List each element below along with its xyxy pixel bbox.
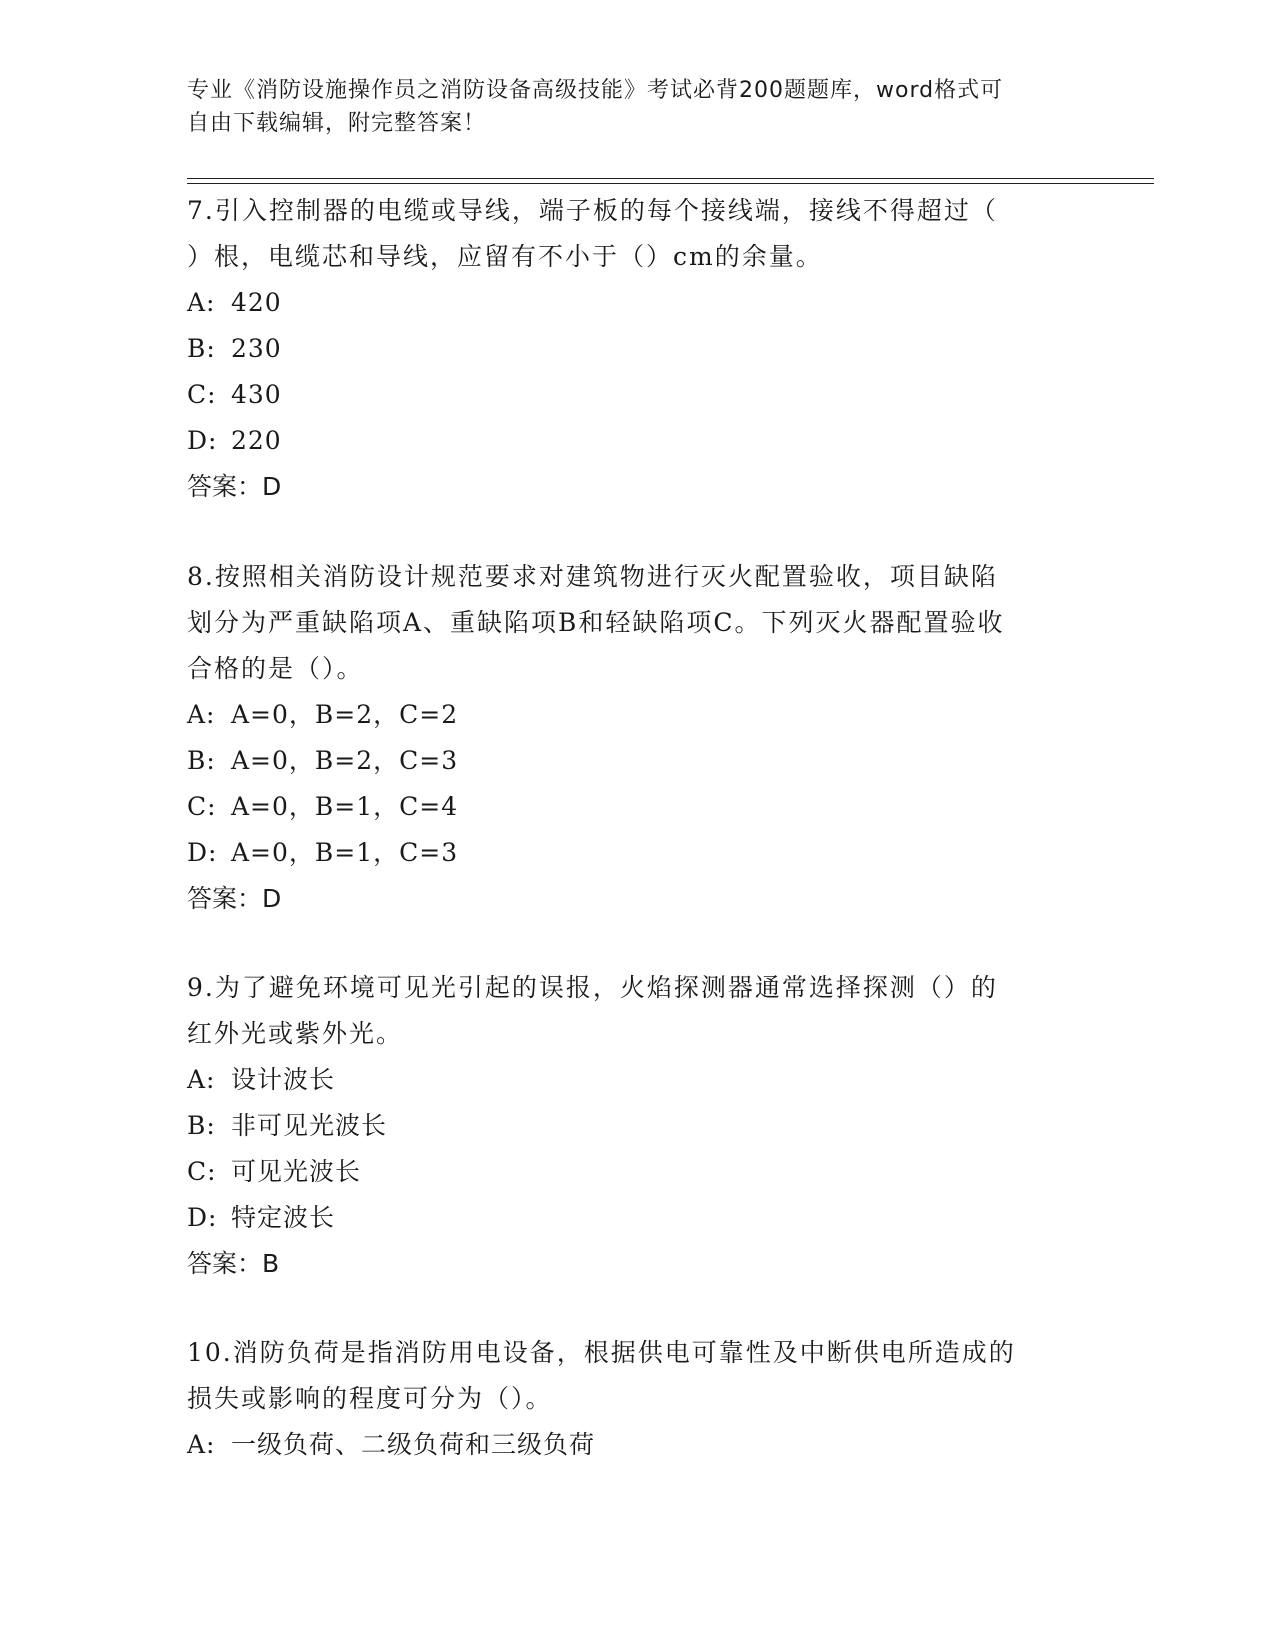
option-b bbox=[187, 738, 1087, 784]
question-stem-line: ）根，电缆芯和导线，应留有不小于（）cm的余量。 bbox=[187, 242, 823, 271]
question-8 bbox=[187, 554, 1087, 922]
option-text: 非可见光波长 bbox=[231, 1111, 388, 1140]
option-a bbox=[187, 692, 1087, 738]
answer-line: 答案：D bbox=[187, 472, 282, 501]
option-text: 420 bbox=[231, 288, 282, 317]
option-label: D: bbox=[187, 838, 218, 867]
option-text: 一级负荷、二级负荷和三级负荷 bbox=[231, 1430, 596, 1459]
option-label: A: bbox=[187, 288, 216, 317]
header-rule-top bbox=[187, 178, 1154, 179]
question-stem-line: 损失或影响的程度可分为（）。 bbox=[187, 1384, 553, 1413]
question-stem-line: 红外光或紫外光。 bbox=[187, 1019, 404, 1048]
option-label: B: bbox=[187, 334, 216, 363]
option-a bbox=[187, 1057, 1087, 1103]
option-text: 220 bbox=[231, 426, 282, 455]
option-b bbox=[187, 326, 1087, 372]
option-b bbox=[187, 1103, 1087, 1149]
option-label: A: bbox=[187, 1065, 216, 1094]
answer-line: 答案：D bbox=[187, 884, 282, 913]
question-stem-line: 10.消防负荷是指消防用电设备，根据供电可靠性及中断供电所造成的 bbox=[187, 1338, 1016, 1367]
answer-line: 答案：B bbox=[187, 1249, 280, 1278]
question-stem-line: 8.按照相关消防设计规范要求对建筑物进行灭火配置验收，项目缺陷 bbox=[187, 562, 998, 591]
option-text: A=0，B=1，C=4 bbox=[231, 792, 459, 821]
option-label: D: bbox=[187, 1203, 218, 1232]
option-d bbox=[187, 830, 1087, 876]
option-d bbox=[187, 418, 1087, 464]
option-text: A=0，B=2，C=2 bbox=[231, 700, 459, 729]
option-a bbox=[187, 1422, 1087, 1468]
option-label: A: bbox=[187, 700, 216, 729]
option-c bbox=[187, 1149, 1087, 1195]
option-d bbox=[187, 1195, 1087, 1241]
option-label: B: bbox=[187, 746, 216, 775]
question-stem-line: 合格的是（）。 bbox=[187, 654, 364, 683]
option-label: C: bbox=[187, 380, 217, 409]
option-text: 430 bbox=[231, 380, 282, 409]
document-header bbox=[187, 74, 1087, 140]
header-rule-bottom bbox=[187, 183, 1154, 184]
question-7 bbox=[187, 188, 1087, 510]
option-a bbox=[187, 280, 1087, 326]
option-text: A=0，B=1，C=3 bbox=[231, 838, 459, 867]
question-9 bbox=[187, 965, 1087, 1287]
option-label: D: bbox=[187, 426, 218, 455]
option-text: 特定波长 bbox=[231, 1203, 336, 1232]
header-line-2: 自由下载编辑，附完整答案！ bbox=[187, 111, 487, 136]
header-line-1: 专业《消防设施操作员之消防设备高级技能》考试必背200题题库，word格式可 bbox=[187, 78, 1004, 103]
option-text: A=0，B=2，C=3 bbox=[231, 746, 459, 775]
option-label: C: bbox=[187, 1157, 217, 1186]
option-label: A: bbox=[187, 1430, 216, 1459]
option-label: C: bbox=[187, 792, 217, 821]
question-10 bbox=[187, 1330, 1087, 1468]
option-text: 230 bbox=[231, 334, 282, 363]
option-c bbox=[187, 784, 1087, 830]
option-text: 设计波长 bbox=[231, 1065, 336, 1094]
option-text: 可见光波长 bbox=[231, 1157, 362, 1186]
option-c bbox=[187, 372, 1087, 418]
question-stem-line: 7.引入控制器的电缆或导线，端子板的每个接线端，接线不得超过（ bbox=[187, 196, 998, 225]
question-stem-line: 9.为了避免环境可见光引起的误报，火焰探测器通常选择探测（）的 bbox=[187, 973, 998, 1002]
option-label: B: bbox=[187, 1111, 216, 1140]
question-stem-line: 划分为严重缺陷项A、重缺陷项B和轻缺陷项C。下列灭火器配置验收 bbox=[187, 608, 1005, 637]
